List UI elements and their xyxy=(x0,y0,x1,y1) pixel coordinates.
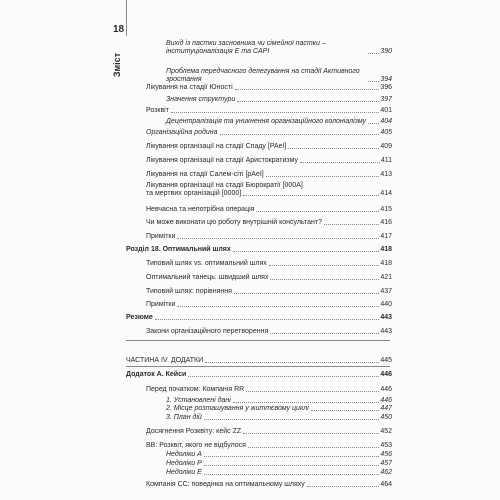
toc-entry-title: Примітки xyxy=(146,301,176,308)
page-number: 18 xyxy=(113,24,125,35)
dot-leader xyxy=(248,447,379,448)
toc-entry[interactable] xyxy=(126,246,392,254)
dot-leader xyxy=(204,474,380,475)
dot-leader xyxy=(269,265,380,266)
toc-entry-title: Недоліки A xyxy=(166,451,202,458)
toc-entry-page: 437 xyxy=(380,288,392,295)
toc-entry[interactable] xyxy=(146,171,392,179)
toc-entry-page: 447 xyxy=(380,405,392,412)
toc-entry[interactable] xyxy=(146,190,392,198)
dot-leader xyxy=(311,410,380,411)
dot-leader xyxy=(368,53,379,54)
toc-entry[interactable] xyxy=(146,206,392,214)
toc-entry[interactable] xyxy=(146,428,392,436)
toc-entry[interactable] xyxy=(146,129,392,137)
toc-entry-title: Розділ 18. Оптимальний шлях xyxy=(126,246,231,253)
toc-entry-title: Значення структури xyxy=(166,96,236,103)
toc-entry-page: 418 xyxy=(380,246,392,253)
dot-leader xyxy=(204,456,380,457)
toc-entry-title: та мертвих організацій [0000] xyxy=(146,190,242,197)
toc-entry-title: Компанія CC: поведінка на оптимальному шляху xyxy=(146,481,305,488)
toc-entry-title: Лікування організації на стадії Аристократизму xyxy=(146,157,299,164)
toc-entry-page: 390 xyxy=(380,48,392,55)
section-separator xyxy=(126,340,390,341)
toc-entry-title: Типовий шлях vs. оптимальний шлях xyxy=(146,260,267,267)
toc-entry-page: 450 xyxy=(380,414,392,421)
toc-entry-title: Додаток А. Кейси xyxy=(126,371,187,378)
toc-entry-page: 405 xyxy=(380,129,392,136)
toc-entry[interactable] xyxy=(126,357,392,365)
toc-entry-title: Оптимальний танець: швидший шлях xyxy=(146,274,269,281)
toc-entry[interactable] xyxy=(166,68,392,84)
toc-entry[interactable] xyxy=(146,182,392,190)
toc-entry-title: Недоліки P xyxy=(166,460,202,467)
toc-entry-title: Типовий шлях: порівняння xyxy=(146,288,232,295)
toc-entry[interactable] xyxy=(146,328,392,336)
dot-leader xyxy=(177,238,379,239)
toc-entry[interactable] xyxy=(166,405,392,413)
toc-entry-title: 1. Установлені дані xyxy=(166,397,231,404)
toc-entry-page: 401 xyxy=(380,107,392,114)
section-label: Зміст xyxy=(112,52,122,78)
toc-entry-page: 446 xyxy=(380,371,392,378)
toc-entry[interactable] xyxy=(146,107,392,115)
toc-entry[interactable] xyxy=(146,157,392,165)
toc-entry-title: Лікування організації на стадії Спаду [PAeI] xyxy=(146,143,287,150)
toc-entry-page: 462 xyxy=(380,469,392,476)
dot-leader xyxy=(204,465,380,466)
toc-entry[interactable] xyxy=(146,301,392,309)
toc-entry-title: Лікування організації на стадії Бюрократії [000A] xyxy=(146,182,303,189)
dot-leader xyxy=(177,306,379,307)
toc-entry[interactable] xyxy=(166,397,392,405)
toc-entry-title: Проблема передчасного делегування на стадії Активного зростання xyxy=(166,68,360,83)
dot-leader xyxy=(235,89,380,90)
dot-leader xyxy=(234,293,379,294)
toc-entry-page: 446 xyxy=(380,386,392,393)
toc-entry[interactable] xyxy=(146,143,392,151)
toc-entry[interactable] xyxy=(146,260,392,268)
toc-entry-title: BB: Розквіт, якого не відбулося xyxy=(146,442,246,449)
toc-entry-page: 415 xyxy=(380,206,392,213)
toc-entry[interactable] xyxy=(166,40,392,56)
toc-entry-page: 397 xyxy=(380,96,392,103)
toc-entry[interactable] xyxy=(166,414,392,422)
toc-entry[interactable] xyxy=(146,386,392,394)
toc-entry[interactable] xyxy=(146,274,392,282)
toc-entry-page: 421 xyxy=(380,274,392,281)
dot-leader xyxy=(204,419,380,420)
dot-leader xyxy=(288,148,379,149)
toc-entry-page: 456 xyxy=(380,451,392,458)
toc-entry-title: Резюме xyxy=(126,314,153,321)
toc-entry-title: Лікування на стадії Салем-сіті [рAeI] xyxy=(146,171,264,178)
toc-entry[interactable] xyxy=(126,371,392,379)
toc-entry-title: Перед початком: Компанія RR xyxy=(146,386,245,393)
top-vertical-line xyxy=(126,0,127,36)
dot-leader xyxy=(266,176,380,177)
dot-leader xyxy=(324,224,379,225)
toc-entry-page: 416 xyxy=(380,219,392,226)
dot-leader xyxy=(243,195,379,196)
toc-entry[interactable] xyxy=(146,233,392,241)
toc-entry-page: 404 xyxy=(380,118,392,125)
toc-entry-page: 457 xyxy=(380,460,392,467)
dot-leader xyxy=(246,391,379,392)
dot-leader xyxy=(233,402,380,403)
toc-entry[interactable] xyxy=(146,219,392,227)
dot-leader xyxy=(233,251,380,252)
toc-entry-title: Розквіт xyxy=(146,107,169,114)
toc-entry-title: Організаційна родина xyxy=(146,129,218,136)
toc-entry-page: 414 xyxy=(380,190,392,197)
toc-entry-title: Децентралізація та уникнення організаційного колоніалізму xyxy=(166,118,367,125)
toc-entry[interactable] xyxy=(146,442,392,450)
toc-entry[interactable] xyxy=(166,96,392,104)
dot-leader xyxy=(220,134,380,135)
toc-entry-title: Лікування на стадії Юності xyxy=(146,84,233,91)
toc-entry-page: 446 xyxy=(380,397,392,404)
toc-entry[interactable] xyxy=(146,288,392,296)
toc-entry-page: 396 xyxy=(380,84,392,91)
toc-entry-page: 452 xyxy=(380,428,392,435)
toc-entry-page: 394 xyxy=(380,76,392,83)
dot-leader xyxy=(237,101,379,102)
toc-entry-title: Недоліки E xyxy=(166,469,202,476)
toc-entry-page: 453 xyxy=(380,442,392,449)
toc-entry[interactable] xyxy=(166,451,392,459)
dot-leader xyxy=(300,162,380,163)
toc-entry-page: 418 xyxy=(380,260,392,267)
dot-leader xyxy=(270,333,379,334)
dot-leader xyxy=(171,112,379,113)
toc-entry-page: 413 xyxy=(380,171,392,178)
toc-entry-page: 445 xyxy=(380,357,392,364)
dot-leader xyxy=(188,376,379,377)
toc-entry-title: Закони організаційного перетворення xyxy=(146,328,269,335)
toc-entry[interactable] xyxy=(166,460,392,468)
toc-entry-title: Примітки xyxy=(146,233,176,240)
toc-entry-title: 2. Місце розташування у життєвому циклі xyxy=(166,405,309,412)
dot-leader xyxy=(368,81,379,82)
toc-entry[interactable] xyxy=(166,118,392,126)
toc-entry[interactable] xyxy=(126,314,392,322)
toc-entry[interactable] xyxy=(146,84,392,92)
toc-entry-page: 464 xyxy=(380,481,392,488)
toc-entry-page: 417 xyxy=(380,233,392,240)
toc-entry-page: 409 xyxy=(380,143,392,150)
part-separator xyxy=(126,366,390,367)
toc-entry-page: 443 xyxy=(380,314,392,321)
dot-leader xyxy=(155,319,379,320)
toc-entry-title: Невчасна та непотрібна операція xyxy=(146,206,255,213)
dot-leader xyxy=(270,279,379,280)
dot-leader xyxy=(307,486,380,487)
dot-leader xyxy=(243,433,379,434)
toc-entry-page: 411 xyxy=(380,157,392,164)
toc-entry[interactable] xyxy=(166,469,392,477)
toc-entry-page: 440 xyxy=(380,301,392,308)
dot-leader xyxy=(368,123,379,124)
toc-entry-title: ЧАСТИНА IV. ДОДАТКИ xyxy=(126,357,204,364)
dot-leader xyxy=(256,211,379,212)
toc-entry-title: Чи може виконати цю роботу внутрішній консультант? xyxy=(146,219,323,226)
toc-entry-page: 443 xyxy=(380,328,392,335)
toc-entry-title: 3. План дій xyxy=(166,414,202,421)
toc-entry-title: Досягнення Розквіту: кейс ZZ xyxy=(146,428,242,435)
toc-entry[interactable] xyxy=(146,481,392,489)
toc-entry-title: Вихід із пастки засновника чи сімейної пастки – інституціоналізація E та CAPI xyxy=(166,40,326,55)
dot-leader xyxy=(205,362,379,363)
